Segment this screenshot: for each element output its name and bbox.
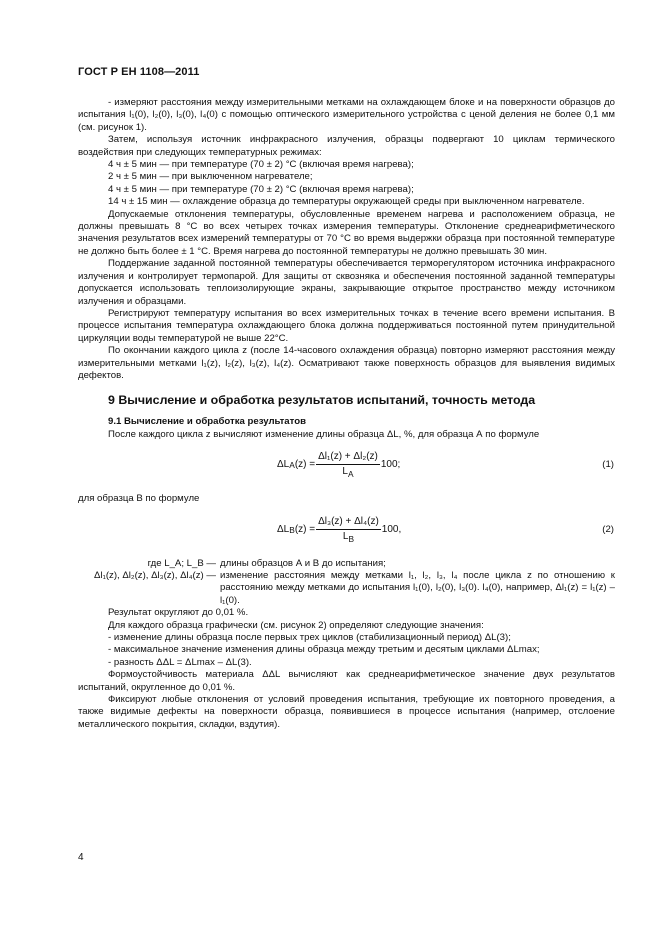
formula-2-fraction bbox=[316, 516, 381, 545]
stability-paragraph: Формоустойчивость материала ΔΔL вычисляют как среднеарифметическое значение двух результатов испытаний, округленное до 0,01 %. bbox=[78, 669, 615, 693]
definition-row bbox=[78, 558, 615, 570]
regime-item: 14 ч ± 15 мин — охлаждение образца до температуры окружающей среды при выключенном нагревателе. bbox=[108, 196, 585, 208]
section-9-heading: 9 Вычисление и обработка результатов испытаний, точность метода bbox=[108, 393, 536, 408]
rounding-note: Результат округляют до 0,01 %. bbox=[108, 607, 249, 619]
formula-1-fraction bbox=[316, 451, 380, 480]
regime-item: 4 ч ± 5 мин — при температуре (70 ± 2) °С (включая время нагрева); bbox=[108, 183, 414, 195]
formula-2-denominator-sub: B bbox=[348, 533, 354, 544]
definitions-list bbox=[78, 558, 615, 608]
formula-1-numerator: Δl₁(z) + Δl₂(z) bbox=[316, 451, 380, 465]
definition-term: Δl₁(z), Δl₂(z), Δl₃(z), Δl₄(z) — bbox=[94, 569, 216, 581]
formula-1-denominator-sub: A bbox=[347, 469, 354, 480]
formula-1-denominator: L bbox=[342, 466, 348, 478]
register-paragraph: Регистрируют температуру испытания во всех измерительных точках в течение всего времени испытания. В процессе испытания температура охлаждающего блока должна поддерживаться постоянной путем принудительной циркуляции воды температурой не выше 22°С. bbox=[78, 307, 615, 344]
measure-paragraph: - измеряют расстояния между измерительными метками на охлаждающем блоке и на поверхности образцов до испытания l₁(0), l₂(0), l₃(0), l₄(0) с помощью оптического измерительного устройства с ценой деления не более 0,1 мм (см. рисунок 1). bbox=[78, 97, 615, 133]
regime-item: 2 ч ± 5 мин — при выключенном нагревателе; bbox=[108, 171, 313, 183]
definition-term: где L_A; L_B — bbox=[147, 557, 216, 569]
graph-item: - максимальное значение изменения длины образца между третьим и десятым циклами ΔLmax; bbox=[108, 644, 540, 656]
formula-2-arg: (z) = bbox=[294, 523, 316, 535]
formula-1-lhs: ΔL bbox=[277, 459, 290, 471]
graph-item: - разность ΔΔL = ΔLmax – ΔL(3). bbox=[108, 656, 252, 668]
thermostat-paragraph: Поддержание заданной постоянной температуры обеспечивается терморегулятором источника инфракрасного излучения и контролирует термопарой. Для защиты от сквозняка и обеспечения постоянной заданной температуры допускается использовать теплоизолирующие экраны, закрывающие открытое пространство между источником излучения и образцами. bbox=[78, 258, 615, 307]
document-body bbox=[78, 97, 615, 731]
document-header: ГОСТ Р ЕН 1108—2011 bbox=[78, 66, 200, 78]
formula-mid-text: для образца В по формуле bbox=[78, 493, 200, 505]
subsection-9-1-heading: 9.1 Вычисление и обработка результатов bbox=[108, 416, 306, 428]
cycles-paragraph: Затем, используя источник инфракрасного излучения, образцы подвергают 10 циклам термического воздействия при следующих температурных режимах: bbox=[78, 134, 615, 158]
formula-1-number: (1) bbox=[602, 459, 614, 471]
page-number: 4 bbox=[78, 852, 84, 863]
formula-intro: После каждого цикла z вычисляют изменение длины образца ΔL, %, для образца А по формуле bbox=[108, 428, 540, 440]
formula-2-lhs-sub: B bbox=[289, 524, 295, 535]
regime-item: 4 ч ± 5 мин — при температуре (70 ± 2) °С (включая время нагрева); bbox=[108, 159, 414, 171]
definition-row bbox=[78, 570, 615, 607]
deviation-paragraph: Допускаемые отклонения температуры, обусловленные временем нагрева и расположением образца, не должны превышать 8 °С во всех четырех точках измерения температуры. Отклонение среднеарифметического значения результатов всех измерений температуры от 70 °С во время выдержки образца при постоянной температуре не должно быть более ± 1 °С. Время нагрева до постоянной температуры не должно превышать 30 мин. bbox=[78, 208, 615, 257]
graph-item: - изменение длины образца после первых трех циклов (стабилизационный период) ΔL(3); bbox=[108, 632, 511, 643]
definition-desc: длины образцов А и В до испытания; bbox=[220, 557, 386, 569]
formula-2-numerator: Δl₃(z) + Δl₄(z) bbox=[316, 516, 381, 530]
formula-1 bbox=[78, 447, 615, 487]
definition-desc: изменение расстояния между метками l₁, l₂, l₃, l₄ после цикла z по отношению к расстоянию между метками до испытания l₁(0), l₂(0), l₃(0). l₄(0), например, Δl₁(z) = l₁(z) – l₁(0). bbox=[220, 569, 615, 606]
formula-2-denominator: L bbox=[342, 530, 349, 542]
formula-1-lhs-sub: A bbox=[289, 460, 295, 471]
formula-2 bbox=[78, 512, 615, 552]
cycle-end-paragraph: По окончании каждого цикла z (после 14-часового охлаждения образца) повторно измеряют расстояния между измерительными метками l₁(z), l₂(z), l₃(z), l₄(z). Осматривают также поверхность образцов для выявления видимых дефектов. bbox=[78, 345, 615, 381]
formula-1-tail: 100; bbox=[380, 459, 401, 471]
formula-2-number: (2) bbox=[602, 523, 614, 535]
deviations-paragraph: Фиксируют любые отклонения от условий проведения испытания, требующие их повторного проведения, а также видимые дефекты на поверхности образца, появившиеся в процессе испытания (например, отслоение металлического покрытия, складки, вздутия). bbox=[78, 694, 615, 730]
formula-2-tail: 100, bbox=[381, 523, 402, 535]
formula-2-lhs: ΔL bbox=[277, 523, 290, 535]
graph-intro: Для каждого образца графически (см. рисунок 2) определяют следующие значения: bbox=[108, 619, 484, 631]
formula-1-arg: (z) = bbox=[294, 459, 316, 471]
